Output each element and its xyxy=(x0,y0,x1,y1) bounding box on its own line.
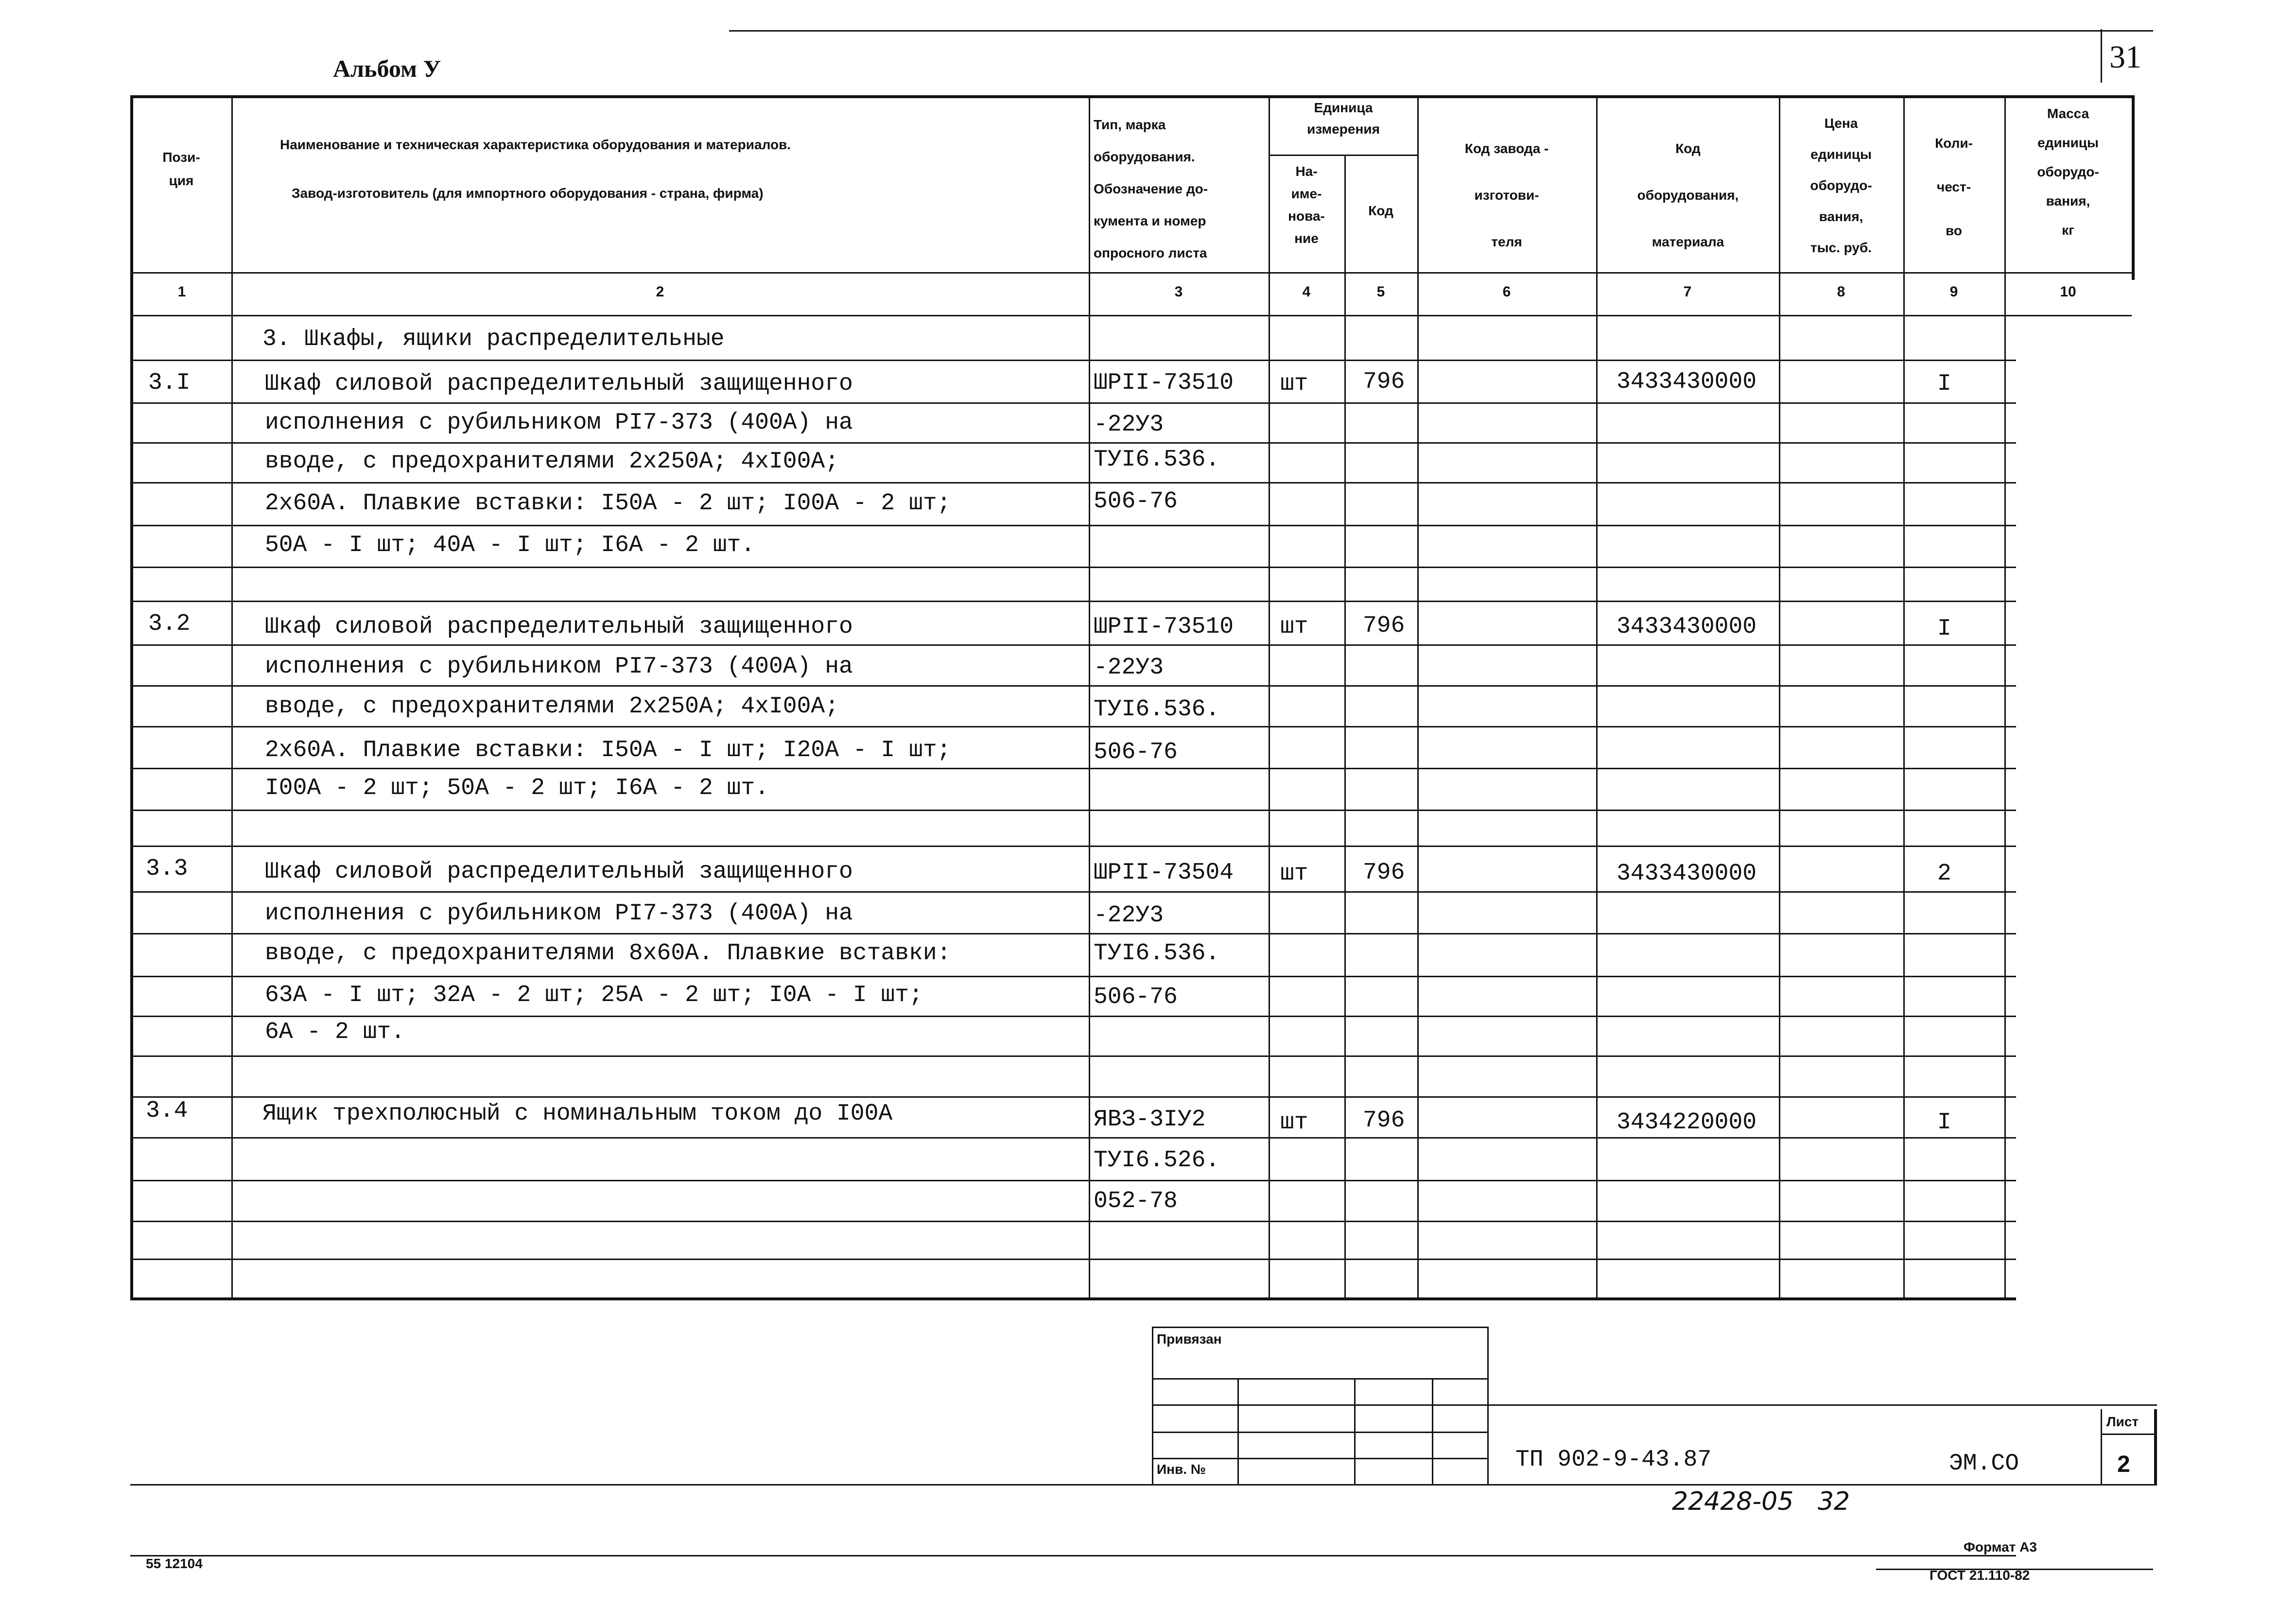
row-line xyxy=(130,567,2016,568)
equipment-code: 3434220000 xyxy=(1617,1109,1757,1136)
type-line: ШРII-73510 xyxy=(1094,370,1234,396)
type-line: 506-76 xyxy=(1094,488,1178,515)
column-number: 9 xyxy=(1949,284,1958,300)
format-label: Формат А3 xyxy=(1964,1539,2037,1555)
equipment-code: 3433430000 xyxy=(1617,614,1757,640)
row-line xyxy=(130,1096,2016,1098)
description-line: вводе, с предохранителями 2х250А; 4хI00А; xyxy=(265,693,839,720)
table-bottom-border xyxy=(130,1297,2016,1300)
column-number: 6 xyxy=(1502,284,1511,300)
col-line-1 xyxy=(231,95,233,1299)
type-line: ТУI6.526. xyxy=(1094,1147,1220,1174)
sheet-box-rule xyxy=(2101,1434,2155,1435)
type-line: -22У3 xyxy=(1094,655,1164,681)
footer-rule xyxy=(130,1555,2016,1556)
header-col9: Коли- чест- во xyxy=(1935,136,1973,238)
description-line: I00А - 2 шт; 50А - 2 шт; I6А - 2 шт. xyxy=(265,775,769,801)
header-col2-line1: Наименование и техническая характеристика оборудования и материалов. xyxy=(280,137,791,152)
type-line: 052-78 xyxy=(1094,1188,1178,1214)
description-line: Шкаф силовой распределительный защищенного xyxy=(265,371,853,397)
header-col7: Код оборудования, материала xyxy=(1637,141,1739,249)
stamp-rule xyxy=(1152,1378,1487,1380)
column-number: 2 xyxy=(656,284,664,300)
col-line-9 xyxy=(2004,95,2006,1299)
header-col10: Масса единицы оборудо- вания, кг xyxy=(2037,106,2099,238)
equipment-code: 3433430000 xyxy=(1617,369,1757,395)
gost-label: ГОСТ 21.110-82 xyxy=(1930,1568,2030,1583)
description-line: исполнения с рубильником PI7-373 (400A) на xyxy=(265,900,853,927)
type-line: -22У3 xyxy=(1094,412,1164,438)
position-cell: 3.3 xyxy=(146,856,188,882)
type-line: ШРII-73510 xyxy=(1094,614,1234,640)
unit-name: шт xyxy=(1280,1109,1308,1136)
row-line xyxy=(130,891,2016,893)
unit-name: шт xyxy=(1280,614,1308,640)
description-line: исполнения с рубильником PI7-373 (400A) на xyxy=(265,410,853,436)
stamp-rule xyxy=(1152,1458,1487,1459)
col-line-10 xyxy=(2132,95,2135,280)
col-line-0 xyxy=(130,95,133,1299)
column-number: 10 xyxy=(2060,284,2076,300)
row-line xyxy=(130,601,2016,602)
quantity: I xyxy=(1937,1109,1951,1136)
row-line xyxy=(130,810,2016,811)
header-col5: Код xyxy=(1368,203,1393,218)
sheet-number: 2 xyxy=(2117,1451,2130,1477)
section-title: 3. Шкафы, ящики распределительные xyxy=(262,326,725,352)
row-line xyxy=(130,1137,2016,1139)
header-col45-group: Единица измерения xyxy=(1307,100,1380,137)
header-col3: Тип, марка оборудования. Обозначение до- кумента и номер опросного листа xyxy=(1094,117,1208,260)
header-col6: Код завода - изготови- теля xyxy=(1464,141,1549,249)
col-line-6 xyxy=(1596,95,1598,1299)
description-line: вводе, с предохранителями 8х60А. Плавкие вставки: xyxy=(265,940,951,967)
album-title: Альбом У xyxy=(333,55,441,82)
row-line xyxy=(130,846,2016,847)
page-number-divider xyxy=(2101,29,2102,83)
document-suffix: ЭМ.СО xyxy=(1949,1451,2019,1477)
row-line xyxy=(130,525,2016,526)
unit-code: 796 xyxy=(1363,860,1405,886)
row-line xyxy=(130,1055,2016,1057)
equipment-code: 3433430000 xyxy=(1617,861,1757,887)
handwritten-number: 22428-05 32 xyxy=(1672,1487,1850,1516)
stamp-col xyxy=(1432,1378,1433,1484)
row-line xyxy=(130,1180,2016,1181)
stamp-rule xyxy=(1152,1327,1487,1328)
title-block-mid xyxy=(1487,1404,2157,1406)
column-number: 8 xyxy=(1837,284,1845,300)
description-line: 6А - 2 шт. xyxy=(265,1019,405,1045)
description-line: 63А - I шт; 32А - 2 шт; 25А - 2 шт; I0А - I шт; xyxy=(265,982,923,1008)
sheet-box-right xyxy=(2154,1409,2157,1484)
description-line: вводе, с предохранителями 2х250А; 4хI00А; xyxy=(265,449,839,475)
row-line xyxy=(130,976,2016,977)
description-line: 50А - I шт; 40А - I шт; I6А - 2 шт. xyxy=(265,532,755,558)
header-bottom-rule xyxy=(130,272,2132,274)
stamp-rule xyxy=(1152,1404,1487,1406)
top-rule xyxy=(729,30,2153,32)
type-line: ТУI6.536. xyxy=(1094,447,1220,473)
header-col8: Цена единицы оборудо- вания, тыс. руб. xyxy=(1810,116,1872,255)
row-line xyxy=(130,685,2016,687)
stamp-col xyxy=(1152,1327,1153,1484)
col-line-7 xyxy=(1779,95,1780,1299)
sheet-label: Лист xyxy=(2106,1414,2139,1429)
row-line xyxy=(130,768,2016,769)
row-line xyxy=(130,1259,2016,1260)
description-line: 2х60А. Плавкие вставки: I50А - 2 шт; I00А - 2 шт; xyxy=(265,490,951,517)
description-line: Ящик трехполюсный с номинальным током до I00А xyxy=(262,1101,893,1127)
col-line-3 xyxy=(1269,95,1270,1299)
document-code: ТП 902-9-43.87 xyxy=(1515,1447,1712,1473)
type-line: ТУI6.536. xyxy=(1094,696,1220,723)
column-number: 4 xyxy=(1302,284,1311,300)
row-line xyxy=(130,644,2016,646)
row-line xyxy=(130,360,2016,361)
type-line: 506-76 xyxy=(1094,984,1178,1010)
type-line: ТУI6.536. xyxy=(1094,940,1220,967)
colnum-bottom-rule xyxy=(130,315,2132,316)
row-line xyxy=(130,1221,2016,1222)
quantity: I xyxy=(1937,616,1951,642)
header-col4: На- име- нова- ние xyxy=(1288,164,1325,246)
description-line: Шкаф силовой распределительный защищенного xyxy=(265,859,853,885)
row-line xyxy=(130,482,2016,484)
col-line-8 xyxy=(1903,95,1905,1299)
unit-code: 796 xyxy=(1363,1107,1405,1134)
row-line xyxy=(130,442,2016,444)
col-line-2 xyxy=(1089,95,1090,1299)
unit-code: 796 xyxy=(1363,369,1405,395)
header-col1: Пози- ция xyxy=(162,150,200,188)
column-number: 3 xyxy=(1174,284,1183,300)
unit-name: шт xyxy=(1280,861,1308,887)
bound-label: Привязан xyxy=(1157,1331,1222,1347)
inv-label: Инв. № xyxy=(1157,1462,1206,1477)
page-number: 31 xyxy=(2109,39,2141,75)
title-block-bottom xyxy=(130,1484,2157,1486)
type-line: 506-76 xyxy=(1094,739,1178,765)
position-cell: 3.4 xyxy=(146,1098,188,1124)
table-top-border xyxy=(130,95,2132,98)
quantity: 2 xyxy=(1937,861,1951,887)
quantity: I xyxy=(1937,371,1951,397)
row-line xyxy=(130,402,2016,404)
sheet-box-left xyxy=(2101,1409,2102,1484)
column-number: 5 xyxy=(1376,284,1385,300)
row-line xyxy=(130,1016,2016,1017)
type-line: -22У3 xyxy=(1094,902,1164,929)
unit-code: 796 xyxy=(1363,613,1405,639)
description-line: 2х60А. Плавкие вставки: I50А - I шт; I20А - I шт; xyxy=(265,737,951,763)
type-line: ШРII-73504 xyxy=(1094,860,1234,886)
column-number: 7 xyxy=(1683,284,1692,300)
stamp-col xyxy=(1237,1378,1239,1484)
stamp-col xyxy=(1354,1378,1356,1484)
description-line: Шкаф силовой распределительный защищенного xyxy=(265,614,853,640)
col-line-5 xyxy=(1417,95,1419,1299)
unit-subheader-rule xyxy=(1269,155,1417,156)
stamp-rule xyxy=(1152,1432,1487,1433)
bottom-left-code: 55 12104 xyxy=(146,1556,203,1571)
row-line xyxy=(130,933,2016,934)
type-line: ЯВЗ-3IУ2 xyxy=(1094,1106,1206,1133)
header-col2-line2: Завод-изготовитель (для импортного оборудования - страна, фирма) xyxy=(292,186,764,201)
description-line: исполнения с рубильником PI7-373 (400A) на xyxy=(265,654,853,680)
row-line xyxy=(130,726,2016,727)
position-cell: 3.2 xyxy=(148,611,191,637)
column-number: 1 xyxy=(177,284,186,300)
unit-name: шт xyxy=(1280,371,1308,397)
position-cell: 3.I xyxy=(148,370,191,396)
